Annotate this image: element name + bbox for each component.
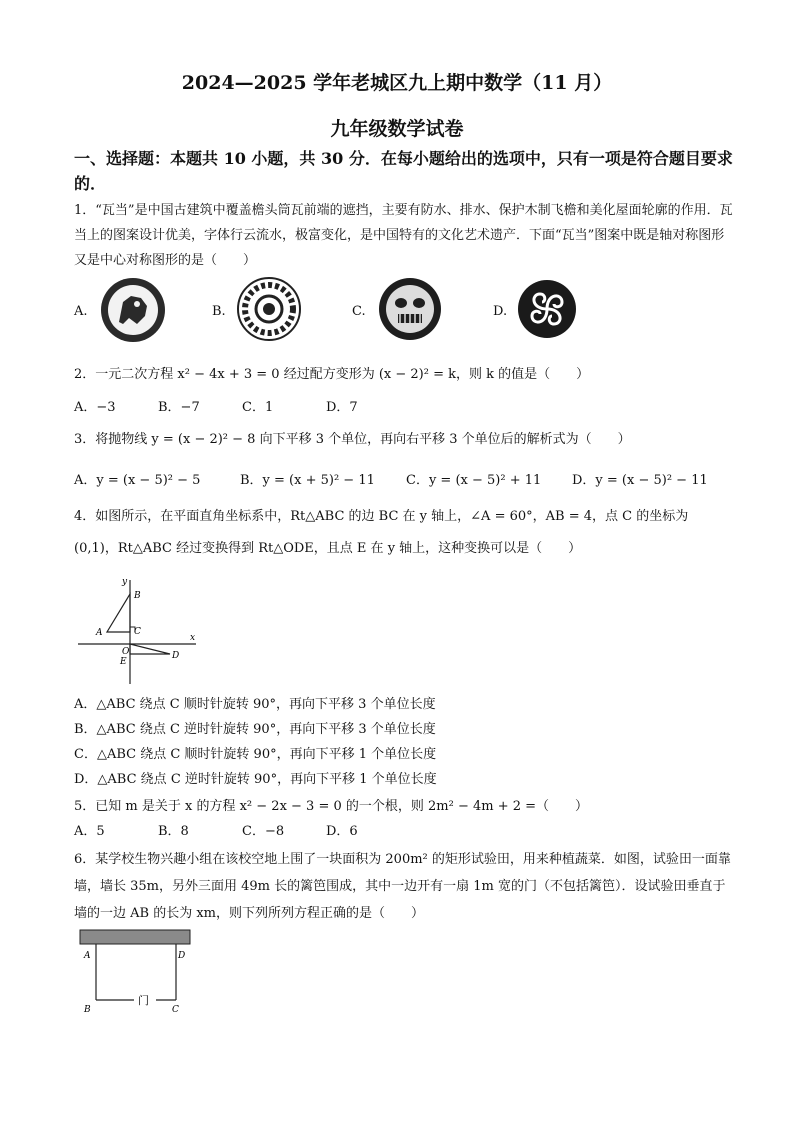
q5-option-c: C．−8 [242,824,285,839]
exam-title: 2024—2025 学年老城区九上期中数学（11 月） [181,72,613,94]
q4-option-d: D．△ABC 绕点 C 逆时针旋转 90°，再向下平移 1 个单位长度 [74,772,437,787]
q2-option-c: C．1 [242,400,274,415]
q6-label-a: A [84,951,91,961]
question-3-text: 3．将抛物线 y = (x − 2)² − 8 向下平移 3 个单位，再向右平移 3 个单位后的解析式为（ ） [74,432,631,447]
q4-label-c: C [134,627,141,637]
question-2-text: 2．一元二次方程 x² − 4x + 3 = 0 经过配方变形为 (x − 2)² = k，则 k 的值是（ ） [74,367,590,382]
q3-options [74,470,738,492]
q1-option-b-tile-icon [236,276,302,342]
q5-option-b: B．8 [158,824,189,839]
q4-triangle-abc [107,594,130,632]
q3-option-c: C．y = (x − 5)² + 11 [406,473,542,488]
exam-subtitle: 九年级数学试卷 [330,118,464,140]
q1-option-d-label: D. [493,304,508,319]
q2-option-b: B．−7 [158,400,200,415]
q4-option-c: C．△ABC 绕点 C 顺时针旋转 90°，再向下平移 1 个单位长度 [74,747,437,762]
question-5-text: 5．已知 m 是关于 x 的方程 x² − 2x − 3 = 0 的一个根，则 2m² − 4m + 2 =（ ） [74,799,589,814]
q2-options [74,397,410,419]
q4-option-b: B．△ABC 绕点 C 逆时针旋转 90°，再向下平移 3 个单位长度 [74,722,436,737]
q4-label-d: D [172,651,180,661]
q4-label-e: E [120,657,127,667]
q6-field-figure [76,928,196,1020]
q1-option-b-label: B. [212,304,226,319]
question-4-line-2: (0,1)，Rt△ABC 经过变换得到 Rt△ODE，且点 E 在 y 轴上，这种变换可以是（ ） [74,541,582,556]
q6-wall [80,930,190,944]
q5-option-a: A．5 [74,824,105,839]
q6-label-b: B [84,1005,91,1015]
q4-label-b: B [134,591,141,601]
q1-option-d-tile-icon [516,278,578,340]
question-1-text: 1．“瓦当”是中国古建筑中覆盖檐头筒瓦前端的遮挡，主要有防水、排水、保护木制飞檐和美化屋面轮廓的作用．瓦当上的图案设计优美，字体行云流水，极富变化，是中国特有的文化艺术遗产．下面“瓦当”图案中既是轴对称图形又是中心对称图形的是（ ） [74,203,733,268]
q5-option-d: D．6 [326,824,358,839]
q3-option-a: A．y = (x − 5)² − 5 [74,473,201,488]
q1-option-c-label: C. [352,304,366,319]
q5-options [74,821,410,843]
q2-option-d: D．7 [326,400,358,415]
q4-label-x: x [190,633,196,643]
q6-label-door: 门 [138,994,149,1007]
q4-coordinate-figure [74,572,204,692]
q4-label-y: y [122,577,128,587]
q4-triangle-ode [130,644,170,654]
q1-option-a-label: A. [74,304,88,319]
q3-option-b: B．y = (x + 5)² − 11 [240,473,375,488]
question-6-text: 6．某学校生物兴趣小组在该校空地上围了一块面积为 200m² 的矩形试验田，用来种植蔬菜．如图，试验田一面靠墙，墙长 35m，另外三面用 49m 长的篱笆围成，其中一边开有一扇 1m 宽的门（不包括篱笆）．设试验田垂直于墙的一边 AB 的长为 xm，则下列所列方程正确的是（ ） [74,852,731,921]
q4-label-o: O [122,647,130,657]
q3-option-d: D．y = (x − 5)² − 11 [572,473,708,488]
q6-label-c: C [172,1005,179,1015]
q6-label-d: D [178,951,186,961]
q4-label-a: A [96,628,103,638]
question-4-line-1: 4．如图所示，在平面直角坐标系中，Rt△ABC 的边 BC 在 y 轴上，∠A = 60°，AB = 4，点 C 的坐标为 [74,509,689,524]
q1-option-a-tile-icon [101,278,165,342]
q2-option-a: A．−3 [74,400,116,415]
q4-option-a: A．△ABC 绕点 C 顺时针旋转 90°，再向下平移 3 个单位长度 [74,697,436,712]
q1-option-c-tile-icon [377,276,443,342]
section-heading: 一、选择题：本题共 10 小题，共 30 分．在每小题给出的选项中，只有一项是符合题目要求的． [74,149,733,193]
